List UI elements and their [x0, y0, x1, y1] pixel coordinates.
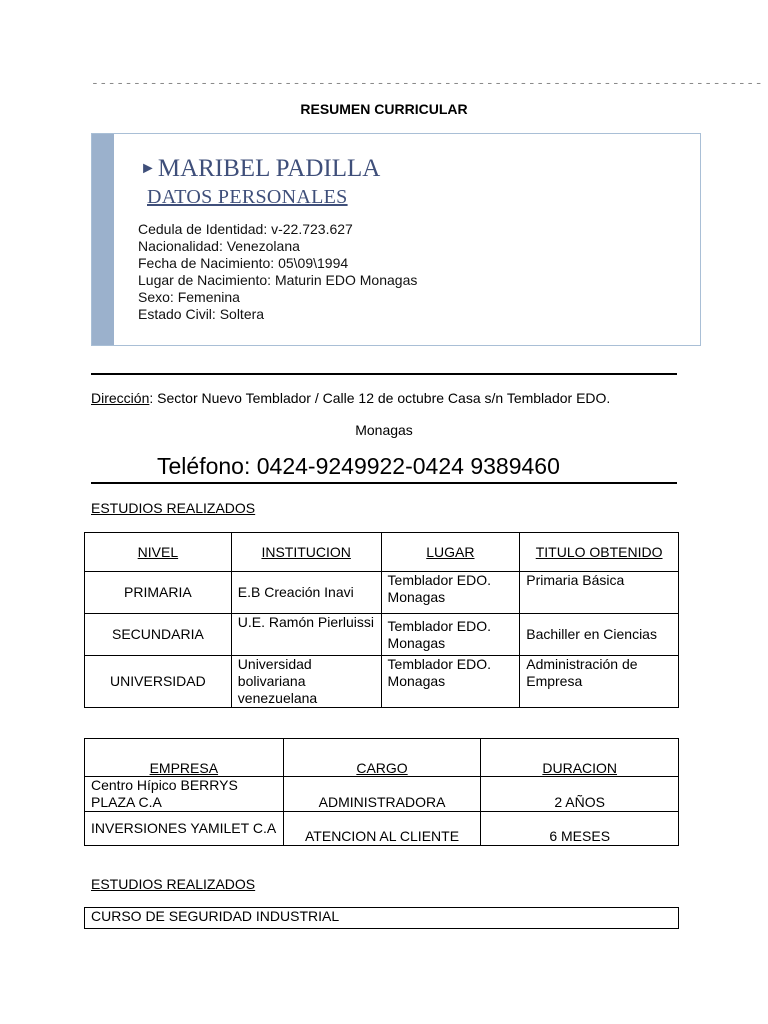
- table-row: [85, 812, 679, 846]
- fact-civil-status: Estado Civil: Soltera: [138, 306, 265, 322]
- courses-table: [84, 907, 679, 929]
- profile-accent-bar: [92, 134, 114, 345]
- address-label: Dirección: [91, 390, 150, 406]
- courses-heading: ESTUDIOS REALIZADOS: [91, 876, 256, 892]
- profile-box: [91, 133, 701, 346]
- table-cell: ATENCION AL CLIENTE: [283, 812, 481, 846]
- table-cell: INVERSIONES YAMILET C.A: [85, 812, 284, 846]
- table-cell: Temblador EDO. Monagas: [381, 656, 520, 708]
- column-header: INSTITUCION: [231, 533, 381, 572]
- column-header: CARGO: [283, 739, 481, 777]
- table-cell: 6 MESES: [481, 812, 679, 846]
- table-row: [85, 908, 679, 929]
- phone-number: Teléfono: 0424-9249922-0424 9389460: [157, 453, 560, 479]
- divider-top: [91, 373, 677, 375]
- table-cell: Universidad bolivariana venezuelana: [231, 656, 381, 708]
- divider-bottom: [91, 482, 677, 484]
- studies-heading: ESTUDIOS REALIZADOS: [91, 500, 256, 516]
- table-cell: Centro Hípico BERRYS PLAZA C.A: [85, 777, 284, 812]
- table-cell: SECUNDARIA: [85, 614, 232, 656]
- address-line: [91, 390, 610, 406]
- fact-birthdate: Fecha de Nacimiento: 05\09\1994: [138, 255, 349, 271]
- fact-nationality: Nacionalidad: Venezolana: [138, 238, 300, 254]
- table-cell: E.B Creación Inavi: [231, 572, 381, 614]
- table-cell: U.E. Ramón Pierluissi: [231, 614, 381, 656]
- page-title: RESUMEN CURRICULAR: [300, 101, 468, 117]
- triangle-bullet-icon: ►: [140, 160, 156, 177]
- dashed-rule: --------------------------------------------------------------------------------: [91, 76, 764, 91]
- fact-sex: Sexo: Femenina: [138, 289, 240, 305]
- candidate-name-line: [140, 155, 380, 183]
- column-header: LUGAR: [381, 533, 520, 572]
- table-cell: CURSO DE SEGURIDAD INDUSTRIAL: [85, 908, 679, 929]
- candidate-name: MARIBEL PADILLA: [157, 155, 381, 182]
- jobs-table: [84, 738, 679, 846]
- table-cell: Administración de Empresa: [520, 656, 679, 708]
- fact-id: Cedula de Identidad: v-22.723.627: [138, 221, 353, 237]
- personal-facts: [138, 221, 417, 323]
- table-cell: Temblador EDO. Monagas: [381, 614, 520, 656]
- table-cell: Temblador EDO. Monagas: [381, 572, 520, 614]
- column-header: NIVEL: [85, 533, 232, 572]
- column-header: TITULO OBTENIDO: [520, 533, 679, 572]
- table-row: [85, 777, 679, 812]
- table-cell: UNIVERSIDAD: [85, 656, 232, 708]
- personal-data-heading: DATOS PERSONALES: [147, 186, 348, 208]
- table-cell: Bachiller en Ciencias: [520, 614, 679, 656]
- column-header: DURACION: [481, 739, 679, 777]
- fact-birthplace: Lugar de Nacimiento: Maturin EDO Monagas: [138, 272, 418, 288]
- table-row: [85, 656, 679, 708]
- table-row: [85, 572, 679, 614]
- column-header: EMPRESA: [85, 739, 284, 777]
- table-cell: ADMINISTRADORA: [283, 777, 481, 812]
- table-cell: PRIMARIA: [85, 572, 232, 614]
- table-cell: Primaria Básica: [520, 572, 679, 614]
- table-row: [85, 614, 679, 656]
- address-text: : Sector Nuevo Temblador / Calle 12 de octubre Casa s/n Temblador EDO.: [149, 390, 611, 406]
- table-cell: 2 AÑOS: [481, 777, 679, 812]
- address-line-2: Monagas: [355, 422, 413, 438]
- studies-table: [84, 532, 679, 708]
